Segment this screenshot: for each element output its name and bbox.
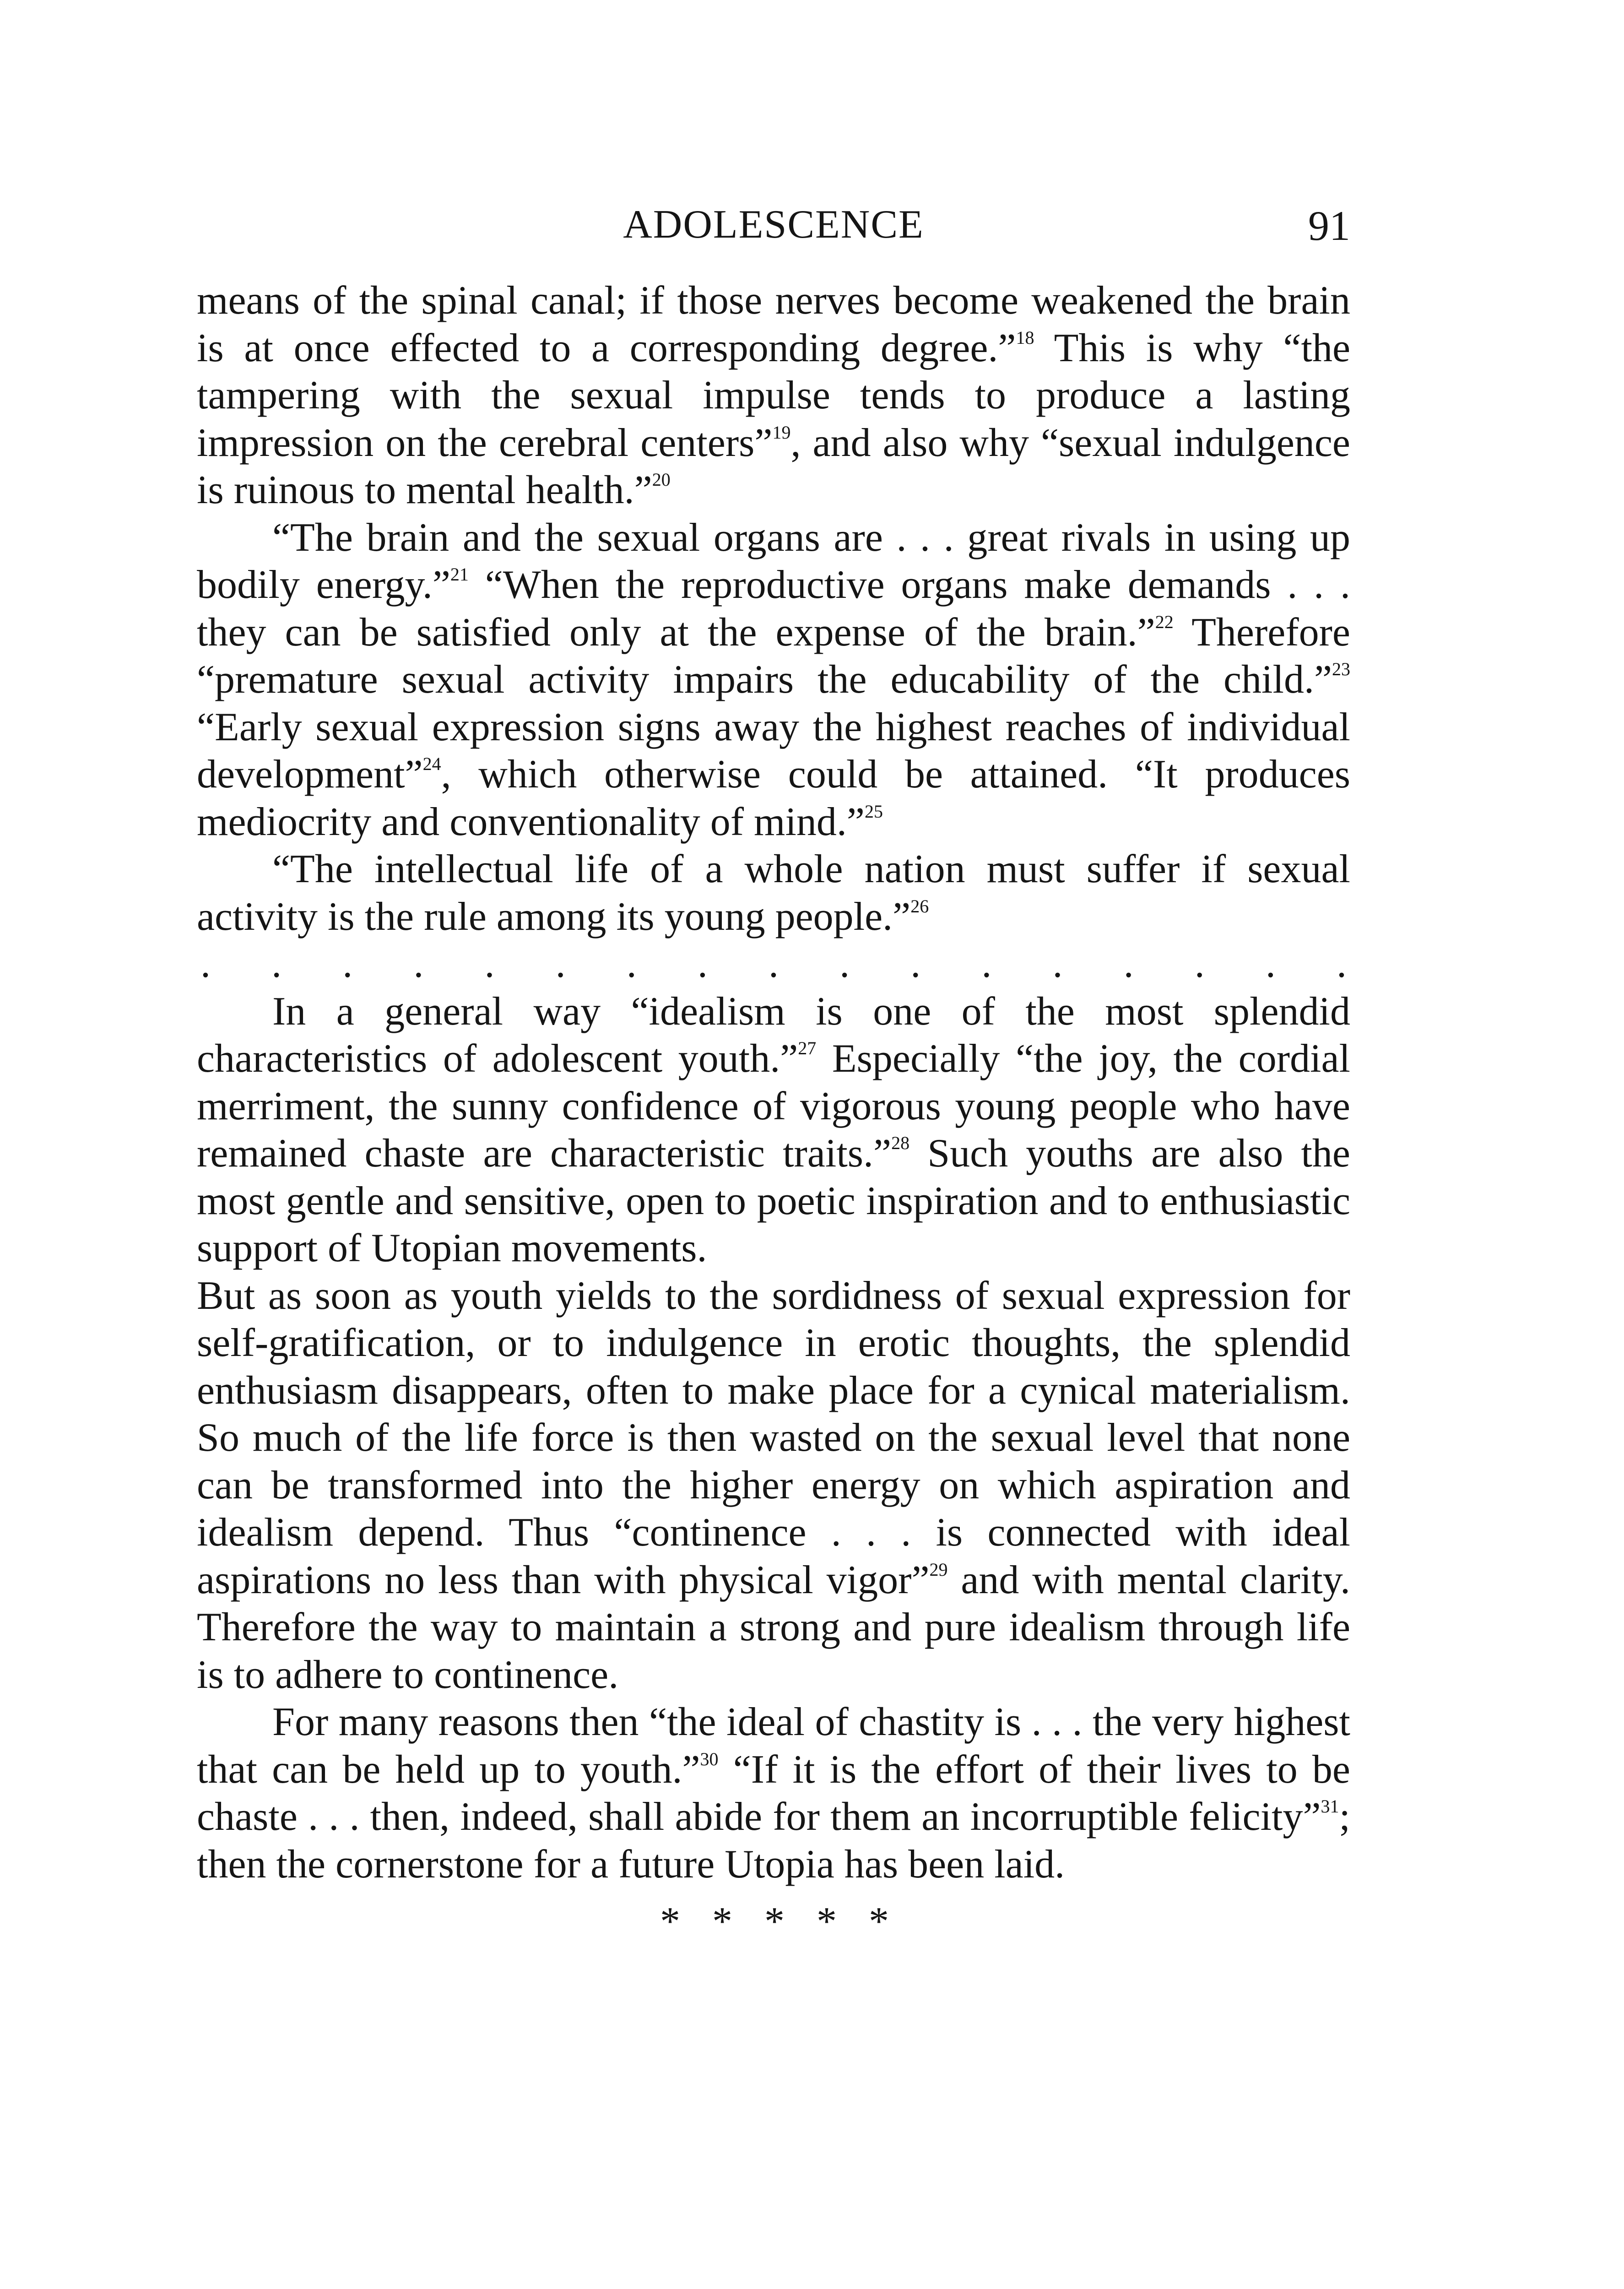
separator-dot: . bbox=[1052, 942, 1063, 986]
paragraph-2 bbox=[197, 514, 1350, 846]
text-run: “The brain and the sexual organs are . . . great rivals in using up bodily energy.” bbox=[197, 515, 1350, 607]
separator-dot: . bbox=[1123, 942, 1134, 986]
text-run: This is why “the tampering with the sexual impulse tends to produce a lasting impression on the cerebral centers” bbox=[197, 325, 1351, 465]
text-run: Especially “the joy, the cordial merriment, the sunny confidence of vigorous young people who have remained chaste are characteristic traits.” bbox=[197, 1036, 1350, 1176]
text-run: In a general way “idealism is one of the most splendid characteristics of adolescent youth.” bbox=[197, 989, 1350, 1081]
paragraph-4 bbox=[197, 988, 1350, 1272]
footnote-marker: 26 bbox=[910, 895, 929, 917]
footnote-marker: 28 bbox=[891, 1133, 910, 1153]
text-run: Therefore “premature sexual activity impairs the educability of the child.” bbox=[197, 610, 1350, 702]
separator-dot: . bbox=[626, 942, 637, 986]
running-header bbox=[197, 201, 1350, 256]
separator-dot: . bbox=[484, 942, 495, 986]
footnote-marker: 29 bbox=[929, 1559, 948, 1580]
text-run: , which otherwise could be attained. “It produces mediocrity and conventionality of mind.” bbox=[197, 752, 1350, 844]
separator-dot: . bbox=[769, 942, 779, 986]
text-run: Such youths are also the most gentle and sensitive, open to poetic inspiration and to enthusiastic support of Utopian movements. bbox=[197, 1131, 1350, 1270]
closing-asterisks bbox=[197, 1898, 1350, 1946]
paragraph-3 bbox=[197, 846, 1350, 940]
separator-dot: . bbox=[910, 942, 921, 986]
separator-dot: . bbox=[413, 942, 424, 986]
footnote-marker: 23 bbox=[1332, 659, 1350, 679]
text-run: and with mental clarity. Therefore the way to maintain a strong and pure idealism through life is to adhere to continence. bbox=[197, 1557, 1350, 1697]
text-run: For many reasons then “the ideal of chastity is . . . the very highest that can be held up to youth.” bbox=[197, 1700, 1350, 1792]
body-text bbox=[197, 277, 1350, 1946]
text-run: means of the spinal canal; if those nerves become weakened the brain is at once effected to a corresponding degree.” bbox=[197, 278, 1350, 370]
footnote-marker: 27 bbox=[798, 1038, 817, 1058]
footnote-marker: 31 bbox=[1321, 1796, 1339, 1817]
footnote-marker: 21 bbox=[450, 564, 469, 585]
text-run: “When the reproductive organs make demands . . . they can be satisfied only at the expense of the brain.” bbox=[197, 563, 1350, 655]
footnote-marker: 22 bbox=[1155, 611, 1174, 632]
text-run: ; then the cornerstone for a future Utopia has been laid. bbox=[197, 1795, 1350, 1887]
separator-dot: . bbox=[1337, 942, 1347, 986]
text-run: But as soon as youth yields to the sordidness of sexual expression for self-gratification, or to indulgence in erotic thoughts, the splendid enthusiasm disappears, often to make place for a cynical materialism. So much of the life force is then wasted on the sexual level that none can be transformed into the higher energy on which aspiration and idealism depend. Thus “continence . . . is connected with ideal aspirations no less than with physical vigor” bbox=[197, 1273, 1350, 1602]
page-number: 91 bbox=[1308, 202, 1350, 249]
closing-asterisk: * bbox=[869, 1899, 889, 1944]
footnote-marker: 20 bbox=[652, 469, 671, 490]
paragraph-5 bbox=[197, 1272, 1350, 1699]
footnote-marker: 24 bbox=[422, 754, 441, 774]
closing-asterisk: * bbox=[817, 1899, 837, 1944]
separator-dot: . bbox=[981, 942, 992, 986]
section-separator bbox=[197, 940, 1350, 988]
paragraph-1 bbox=[197, 277, 1350, 514]
closing-asterisk: * bbox=[660, 1899, 680, 1944]
separator-dot: . bbox=[697, 942, 708, 986]
separator-dot: . bbox=[271, 942, 282, 986]
text-run: “If it is the effort of their lives to be chaste . . . then, indeed, shall abide for them an incorruptible felicity” bbox=[197, 1747, 1350, 1839]
running-title: ADOLESCENCE bbox=[623, 202, 924, 247]
separator-dot: . bbox=[342, 942, 353, 986]
separator-dot: . bbox=[1194, 942, 1205, 986]
paragraph-6 bbox=[197, 1698, 1350, 1888]
closing-asterisk: * bbox=[764, 1899, 785, 1944]
footnote-marker: 25 bbox=[864, 801, 883, 822]
footnote-marker: 18 bbox=[1016, 327, 1034, 348]
text-run: “The intellectual life of a whole nation must suffer if sexual activity is the rule among its young people.” bbox=[197, 847, 1350, 939]
separator-dot: . bbox=[555, 942, 566, 986]
separator-dot: . bbox=[1265, 942, 1276, 986]
separator-dot: . bbox=[839, 942, 850, 986]
footnote-marker: 19 bbox=[772, 422, 791, 443]
text-run: “Early sexual expression signs away the highest reaches of individual development” bbox=[197, 705, 1350, 797]
separator-dot: . bbox=[200, 942, 211, 986]
closing-asterisk: * bbox=[712, 1899, 732, 1944]
text-run: , and also why “sexual indulgence is ruinous to mental health.” bbox=[197, 420, 1350, 512]
footnote-marker: 30 bbox=[700, 1748, 719, 1769]
